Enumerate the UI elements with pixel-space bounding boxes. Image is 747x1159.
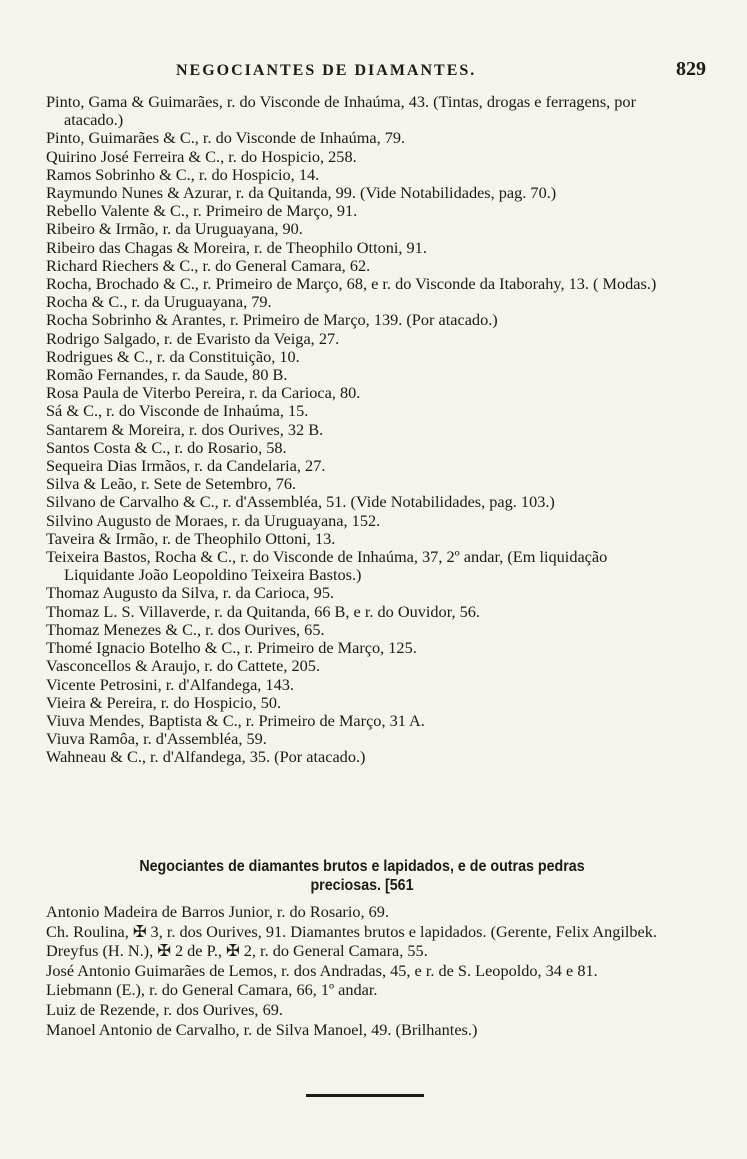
list-item: Rebello Valente & C., r. Primeiro de Março, 91. [46, 201, 358, 221]
list-item: Taveira & Irmão, r. de Theophilo Ottoni, 13. [46, 528, 336, 548]
list-item: Quirino José Ferreira & C., r. do Hospicio, 258. [46, 146, 357, 166]
list-item: Ribeiro & Irmão, r. da Uruguayana, 90. [46, 219, 303, 239]
list-item: Rodrigues & C., r. da Constituição, 10. [46, 346, 300, 366]
list-item: Thomaz L. S. Villaverde, r. da Quitanda, 66 B, e r. do Ouvidor, 56. [46, 601, 480, 621]
list-item: Richard Riechers & C., r. do General Camara, 62. [46, 255, 371, 275]
list-item: Pinto, Guimarães & C., r. do Visconde de Inhaúma, 79. [46, 128, 406, 148]
list-item: Raymundo Nunes & Azurar, r. da Quitanda, 99. (Vide Notabilidades, pag. 70.) [46, 183, 557, 203]
list-item: Manoel Antonio de Carvalho, r. de Silva Manoel, 49. (Brilhantes.) [46, 1019, 478, 1039]
list-item: Pinto, Gama & Guimarães, r. do Visconde de Inhaúma, 43. (Tintas, drogas e ferragens, por atacado.) [46, 92, 636, 130]
list-item: Santarem & Moreira, r. dos Ourives, 32 B. [46, 419, 324, 439]
section-heading-line: Negociantes de diamantes brutos e lapidados, e de outras pedras [139, 858, 585, 875]
section-heading-line: preciosas. [561 [310, 877, 414, 894]
running-title: NEGOCIANTES DE DIAMANTES. [176, 62, 477, 79]
list-item: Sequeira Dias Irmãos, r. da Candelaria, 27. [46, 456, 326, 476]
list-item: Thomaz Menezes & C., r. dos Ourives, 65. [46, 619, 325, 639]
list-item: Viuva Ramôa, r. d'Assembléa, 59. [46, 729, 267, 749]
page-header [46, 58, 706, 88]
section-heading [71, 857, 652, 895]
page-number: 829 [676, 58, 706, 80]
list-item: Silvano de Carvalho & C., r. d'Assembléa, 51. (Vide Notabilidades, pag. 103.) [46, 492, 555, 512]
list-item: Vasconcellos & Araujo, r. do Cattete, 205. [46, 656, 321, 676]
list-item: Wahneau & C., r. d'Alfandega, 35. (Por atacado.) [46, 747, 366, 767]
list-item: José Antonio Guimarães de Lemos, r. dos Andradas, 45, e r. de S. Leopoldo, 34 e 81. [46, 960, 598, 980]
list-item: Rocha Sobrinho & Arantes, r. Primeiro de Março, 139. (Por atacado.) [46, 310, 498, 330]
list-item: Santos Costa & C., r. do Rosario, 58. [46, 437, 287, 457]
list-item: Silvino Augusto de Moraes, r. da Uruguayana, 152. [46, 510, 381, 530]
list-item: Ribeiro das Chagas & Moreira, r. de Theophilo Ottoni, 91. [46, 237, 427, 257]
list-item: Thomé Ignacio Botelho & C., r. Primeiro de Março, 125. [46, 638, 417, 658]
list-item: Vieira & Pereira, r. do Hospicio, 50. [46, 692, 282, 712]
merchant-list [46, 93, 678, 767]
list-item: Rodrigo Salgado, r. de Evaristo da Veiga, 27. [46, 328, 340, 348]
list-item: Thomaz Augusto da Silva, r. da Carioca, 95. [46, 583, 335, 603]
list-item: Ch. Roulina, ✠ 3, r. dos Ourives, 91. Diamantes brutos e lapidados. (Gerente, Felix Angilbek. [46, 921, 657, 941]
list-item: Ramos Sobrinho & C., r. do Hospicio, 14. [46, 164, 320, 184]
list-item: Luiz de Rezende, r. dos Ourives, 69. [46, 999, 283, 1019]
list-item: Liebmann (E.), r. do General Camara, 66, 1º andar. [46, 980, 378, 1000]
list-item: Rocha & C., r. da Uruguayana, 79. [46, 292, 272, 312]
list-item: Vicente Petrosini, r. d'Alfandega, 143. [46, 674, 294, 694]
list-item: Viuva Mendes, Baptista & C., r. Primeiro de Março, 31 A. [46, 710, 425, 730]
list-item: Teixeira Bastos, Rocha & C., r. do Visconde de Inhaúma, 37, 2º andar, (Em liquidação Liquidante João Leopoldino Teixeira Bastos.) [46, 547, 608, 585]
list-item: Rocha, Brochado & C., r. Primeiro de Março, 68, e r. do Visconde da Itaborahy, 13. ( Modas.) [46, 274, 657, 294]
list-item: Antonio Madeira de Barros Junior, r. do Rosario, 69. [46, 902, 390, 921]
closing-rule [306, 1094, 424, 1097]
diamond-merchant-list [46, 902, 678, 1039]
list-item: Dreyfus (H. N.), ✠ 2 de P., ✠ 2, r. do General Camara, 55. [46, 941, 428, 961]
list-item: Romão Fernandes, r. da Saude, 80 B. [46, 365, 288, 385]
list-item: Silva & Leão, r. Sete de Setembro, 76. [46, 474, 297, 494]
list-item: Sá & C., r. do Visconde de Inhaúma, 15. [46, 401, 309, 421]
list-item: Rosa Paula de Viterbo Pereira, r. da Carioca, 80. [46, 383, 361, 403]
